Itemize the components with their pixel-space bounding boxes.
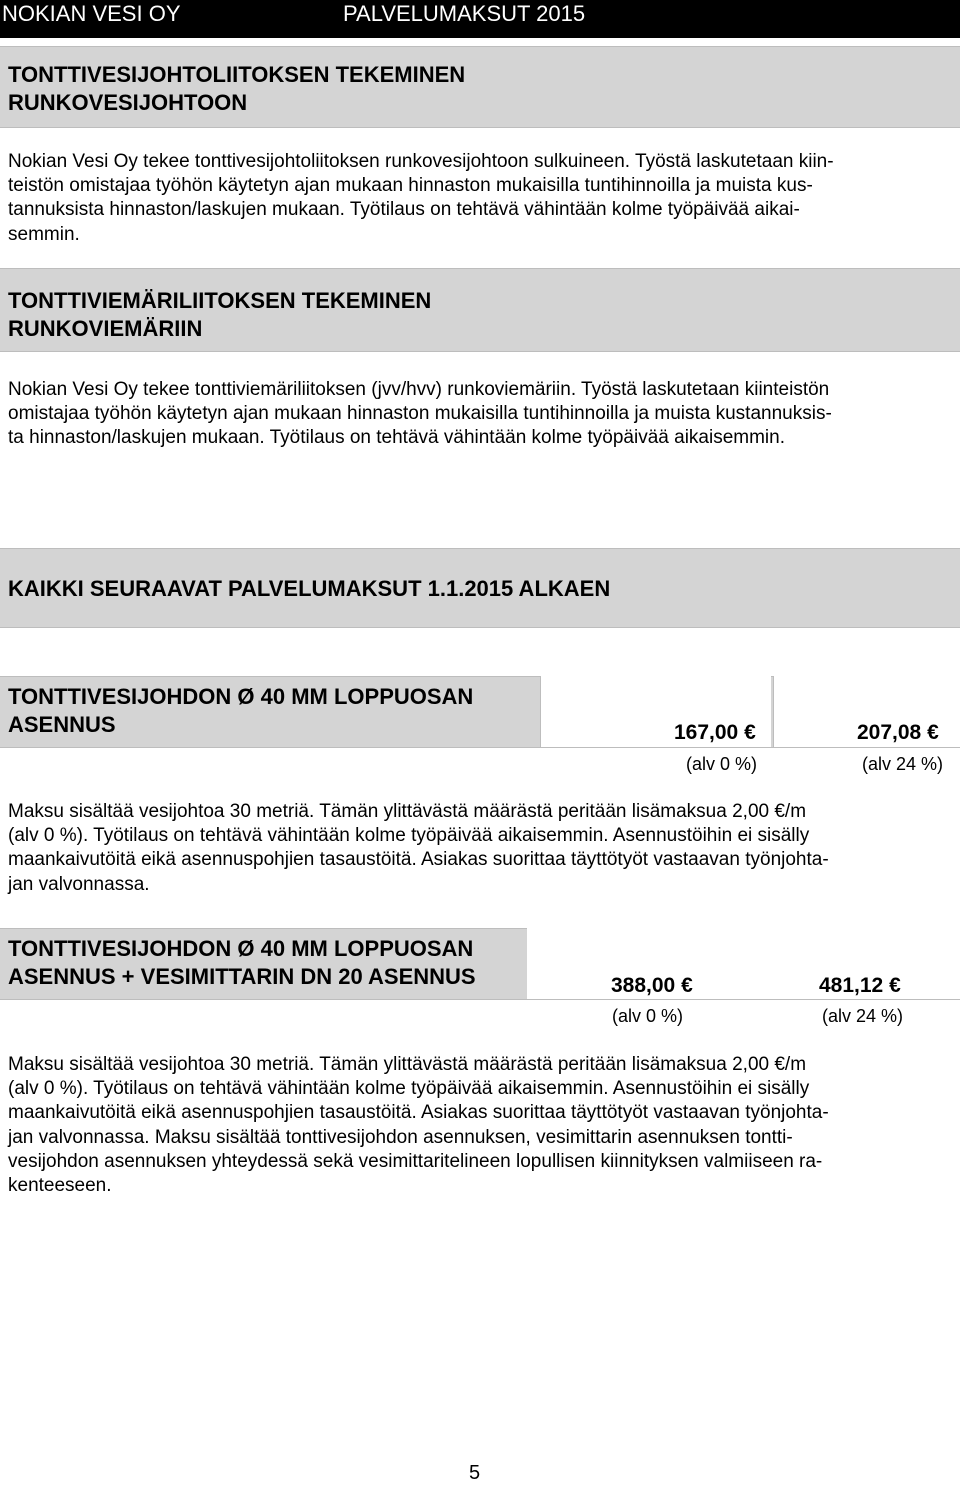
paragraph-line: vesijohdon asennuksen yhteydessä sekä vesimittaritelineen lopullisen kiinnityksen valmiiseen ra-	[8, 1150, 823, 1172]
section-paragraph-sewer-connection	[8, 378, 832, 451]
document-title: PALVELUMAKSUT 2015	[343, 1, 586, 26]
paragraph-line: Maksu sisältää vesijohtoa 30 metriä. Tämän ylittävästä määrästä peritään lisämaksua 2,00 €/m	[8, 801, 807, 822]
section-title-line: RUNKOVESIJOHTOON	[8, 90, 248, 115]
paragraph-line: teistön omistajaa työhön käytetyn ajan mukaan hinnaston mukaisilla tuntihinnoilla ja muista kus-	[8, 175, 813, 197]
section-title: KAIKKI SEURAAVAT PALVELUMAKSUT 1.1.2015 ALKAEN	[8, 576, 611, 601]
section-title-line: RUNKOVIEMÄRIIN	[8, 316, 203, 341]
price-vat-0: 388,00 €	[611, 974, 693, 997]
vat-label-0: (alv 0 %)	[686, 754, 758, 774]
section-title-line: TONTTIVESIJOHTOLIITOKSEN TEKEMINEN	[8, 62, 466, 87]
paragraph-line: semmin.	[8, 223, 80, 245]
paragraph-line: maankaivutöitä eikä asennuspohjien tasaustöitä. Asiakas suorittaa täyttötyöt vastaavan työnjohta-	[8, 849, 829, 871]
section-paragraph-pipe-installation	[8, 800, 829, 897]
section-title-line: TONTTIVIEMÄRILIITOKSEN TEKEMINEN	[8, 288, 432, 313]
paragraph-line: (alv 0 %). Työtilaus on tehtävä vähintään kolme työpäivää aikaisemmin. Asennustöihin ei sisälly	[8, 825, 810, 847]
section-title-line: TONTTIVESIJOHDON Ø 40 MM LOPPUOSAN	[8, 936, 474, 961]
paragraph-line: Nokian Vesi Oy tekee tonttivesijohtoliitoksen runkovesijohtoon sulkuineen. Työstä laskutetaan kiin-	[8, 151, 834, 172]
paragraph-line: Nokian Vesi Oy tekee tonttiviemäriliitoksen (jvv/hvv) runkoviemäriin. Työstä laskutetaan kiinteistön	[8, 379, 830, 400]
section-title-line: ASENNUS + VESIMITTARIN DN 20 ASENNUS	[8, 964, 476, 989]
page-number: 5	[469, 1462, 481, 1484]
price-vat-24: 207,08 €	[857, 721, 939, 744]
paragraph-line: (alv 0 %). Työtilaus on tehtävä vähintään kolme työpäivää aikaisemmin. Asennustöihin ei sisälly	[8, 1078, 810, 1100]
vat-label-0: (alv 0 %)	[612, 1006, 684, 1026]
paragraph-line: maankaivutöitä eikä asennuspohjien tasaustöitä. Asiakas suorittaa täyttötyöt vastaavan työnjohta-	[8, 1102, 829, 1124]
section-title-line: ASENNUS	[8, 712, 116, 737]
section-paragraph-water-connection	[8, 150, 834, 247]
section-heading-band-sewer-connection	[0, 268, 960, 352]
paragraph-line: Maksu sisältää vesijohtoa 30 metriä. Tämän ylittävästä määrästä peritään lisämaksua 2,00 €/m	[8, 1054, 807, 1075]
paragraph-line: jan valvonnassa.	[8, 873, 150, 895]
price-vat-24: 481,12 €	[819, 974, 901, 997]
paragraph-line: kenteeseen.	[8, 1175, 112, 1197]
vat-label-24: (alv 24 %)	[822, 1006, 904, 1026]
section-title-line: TONTTIVESIJOHDON Ø 40 MM LOPPUOSAN	[8, 684, 474, 709]
paragraph-line: omistajaa työhön käytetyn ajan mukaan hinnaston mukaisilla tuntihinnoilla ja muista kustannuksis-	[8, 403, 832, 425]
section-heading-band-all-fees	[0, 548, 960, 628]
vat-label-24: (alv 24 %)	[862, 754, 944, 774]
company-name: NOKIAN VESI OY	[2, 1, 181, 26]
paragraph-line: ta hinnaston/laskujen mukaan. Työtilaus on tehtävä vähintään kolme työpäivää aikaisemmin.	[8, 427, 785, 449]
section-heading-band-water-connection	[0, 46, 960, 128]
price-vat-0: 167,00 €	[674, 721, 756, 744]
page-header	[0, 0, 960, 38]
paragraph-line: tannuksista hinnaston/laskujen mukaan. Työtilaus on tehtävä vähintään kolme työpäivää aikai-	[8, 199, 800, 221]
section-paragraph-pipe-and-meter-installation	[8, 1053, 829, 1198]
paragraph-line: jan valvonnassa. Maksu sisältää tonttivesijohdon asennuksen, vesimittarin asennuksen tontti-	[8, 1126, 793, 1148]
